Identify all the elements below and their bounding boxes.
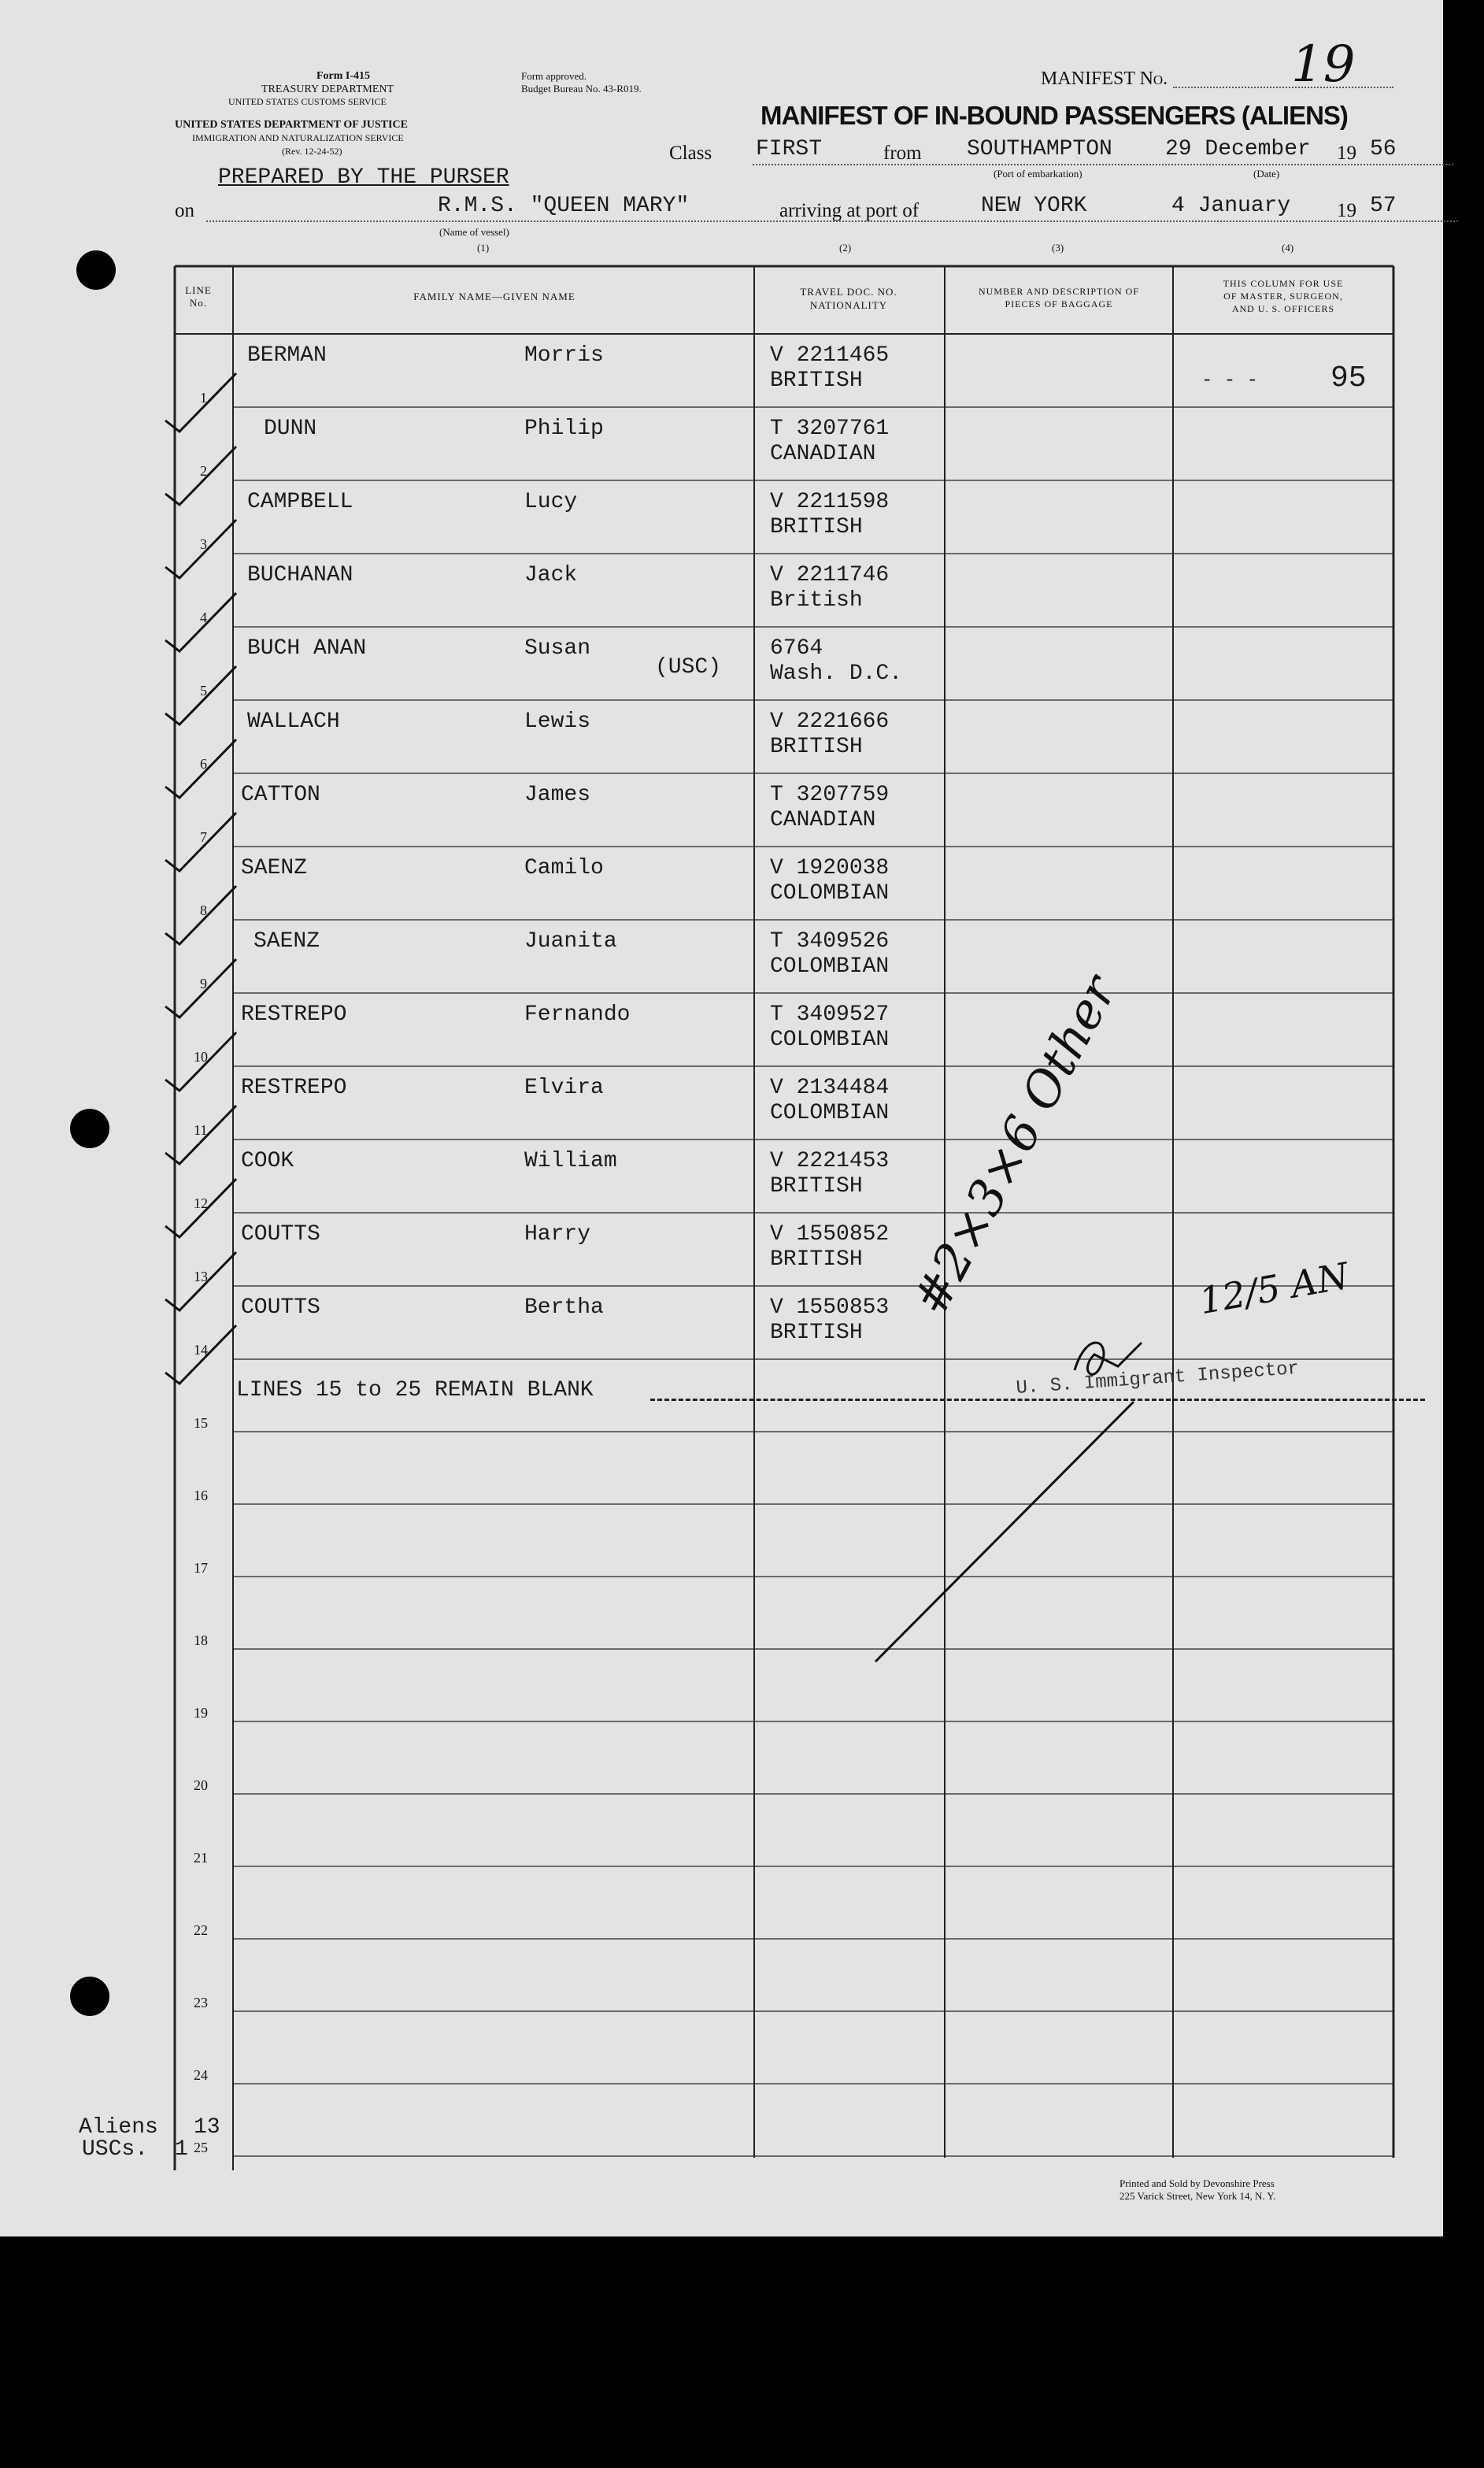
blank-lines-dash [650,1399,1425,1401]
citizen-note: (USC) [655,655,722,680]
line-number: 19 [194,1705,208,1721]
baggage-header-1: NUMBER AND DESCRIPTION OF [978,286,1140,297]
nationality: BRITISH [770,735,863,759]
handwritten-annotation: #2×3×6 Other [901,965,1128,1325]
officer-mark: - - - [1201,370,1259,391]
justice-dept: UNITED STATES DEPARTMENT OF JUSTICE [175,119,408,131]
arrival-port: NEW YORK [981,194,1087,218]
family-name: COUTTS [241,1222,320,1247]
inspector-stamp: U. S. Immigrant Inspector [1015,1358,1300,1399]
line-no-header-1: LINE [185,284,212,296]
nationality: COLOMBIAN [770,1028,890,1052]
given-name: James [524,783,591,807]
travel-doc-number: V 2211746 [770,563,890,587]
nationality: BRITISH [770,369,863,393]
immigration-service: IMMIGRATION AND NATURALIZATION SERVICE [192,132,404,143]
line-number: 5 [200,683,207,699]
family-name: CATTON [241,783,320,807]
aliens-count: 13 [194,2115,220,2140]
nationality: Wash. D.C. [770,661,903,686]
officer-count: 95 [1330,361,1367,395]
arrival-day-month: 4 January [1171,194,1291,218]
col-number-4: (4) [1282,242,1294,254]
line-number: 10 [194,1049,208,1065]
nationality: BRITISH [770,1247,863,1272]
family-name: WALLACH [247,710,340,734]
travel-doc-number: T 3409527 [770,1002,890,1027]
family-name: SAENZ [241,856,308,880]
class-value: FIRST [756,137,823,161]
nationality: COLOMBIAN [770,1101,890,1125]
nationality: CANADIAN [770,442,876,466]
line-number: 21 [194,1850,208,1866]
name-header: FAMILY NAME—GIVEN NAME [413,291,575,302]
given-name: Elvira [524,1076,604,1100]
class-label: Class [669,143,712,164]
travel-doc-number: V 1550853 [770,1295,890,1320]
given-name: Juanita [524,929,617,954]
given-name: Fernando [524,1002,631,1027]
departure-century: 19 [1337,143,1356,164]
on-label: on [175,200,194,221]
given-name: Susan [524,636,591,661]
family-name: COUTTS [241,1295,320,1320]
travel-doc-header-1: TRAVEL DOC. NO. [800,286,897,298]
family-name: COOK [241,1149,294,1173]
line-number: 7 [200,829,207,845]
line-number: 17 [194,1560,208,1576]
line-number: 18 [194,1632,208,1648]
line-number: 11 [194,1122,208,1138]
line-number: 8 [200,902,207,918]
given-name: Lucy [524,490,578,514]
line-number: 6 [200,756,207,772]
arriving-label: arriving at port of [779,200,920,221]
officers-header-3: AND U. S. OFFICERS [1231,303,1335,314]
line-number: 2 [200,463,207,479]
nationality: CANADIAN [770,808,876,832]
line-number: 16 [194,1488,208,1503]
given-name: William [524,1149,617,1173]
travel-doc-number: T 3207761 [770,417,890,441]
port-of-embarkation: SOUTHAMPTON [967,137,1112,161]
line-number: 22 [194,1922,208,1938]
vessel-caption: (Name of vessel) [439,226,509,238]
baggage-header-2: PIECES OF BAGGAGE [1005,298,1113,309]
line-number: 23 [194,1995,208,2010]
printer-line-2: 225 Varick Street, New York 14, N. Y. [1119,2190,1276,2202]
line-number: 12 [194,1195,208,1211]
family-name: DUNN [264,417,317,441]
given-name: Morris [524,343,604,368]
given-name: Harry [524,1222,591,1247]
uscs-label: USCs. [82,2137,149,2162]
line-number: 15 [194,1415,208,1431]
line-number: 3 [200,536,207,552]
travel-doc-number: V 1920038 [770,856,890,880]
manifest-title: MANIFEST OF IN-BOUND PASSENGERS (ALIENS) [761,101,1348,130]
uscs-count: 1 [175,2137,188,2162]
departure-day-month: 29 December [1165,137,1311,161]
customs-service: UNITED STATES CUSTOMS SERVICE [228,96,387,107]
given-name: Bertha [524,1295,604,1320]
travel-doc-number: V 2211598 [770,490,890,514]
travel-doc-number: V 2221453 [770,1149,890,1173]
manifest-no-label: MANIFEST No. [1041,69,1168,89]
line-number: 24 [194,2067,208,2083]
arrival-century: 19 [1337,200,1356,221]
aliens-label: Aliens [79,2115,158,2140]
vessel-name: R.M.S. "QUEEN MARY" [438,194,690,218]
travel-doc-number: T 3207759 [770,783,890,807]
form-number: Form I-415 [316,70,371,82]
treasury-dept: TREASURY DEPARTMENT [261,83,394,95]
col-number-2: (2) [839,242,852,254]
from-label: from [883,143,922,164]
travel-doc-header-2: NATIONALITY [809,299,888,311]
col-number-1: (1) [477,242,490,254]
travel-doc-number: V 2134484 [770,1076,890,1100]
nationality: COLOMBIAN [770,881,890,906]
line-number: 4 [200,610,207,625]
given-name: Lewis [524,710,591,734]
family-name: RESTREPO [241,1002,347,1027]
budget-bureau: Budget Bureau No. 43-R019. [521,83,642,94]
family-name: BUCHANAN [247,563,353,587]
travel-doc-number: V 1550852 [770,1222,890,1247]
blank-lines-note: LINES 15 to 25 REMAIN BLANK [236,1378,594,1403]
given-name: Philip [524,417,604,441]
printer-line-1: Printed and Sold by Devonshire Press [1119,2177,1275,2189]
nationality: COLOMBIAN [770,954,890,979]
line-number: 13 [194,1269,208,1284]
family-name: CAMPBELL [247,490,353,514]
travel-doc-number: V 2211465 [770,343,890,368]
form-approved: Form approved. [521,70,587,82]
date-caption: (Date) [1253,168,1280,180]
given-name: Jack [524,563,578,587]
arrival-year: 57 [1370,194,1397,218]
nationality: BRITISH [770,1321,863,1345]
line-number: 14 [194,1342,208,1358]
line-number: 25 [194,2140,208,2155]
nationality: BRITISH [770,515,863,539]
manifest-number: 19 [1291,35,1356,94]
officers-header-1: THIS COLUMN FOR USE [1223,278,1344,289]
line-number: 20 [194,1777,208,1793]
family-name: SAENZ [254,929,320,954]
line-number: 9 [200,976,207,991]
family-name: RESTREPO [241,1076,347,1100]
departure-year: 56 [1370,137,1397,161]
nationality: British [770,588,863,613]
line-no-header-2: No. [189,297,208,309]
family-name: BERMAN [247,343,327,368]
travel-doc-number: T 3409526 [770,929,890,954]
prepared-by: PREPARED BY THE PURSER [218,165,509,190]
family-name: BUCH ANAN [247,636,367,661]
travel-doc-number: V 2221666 [770,710,890,734]
officers-header-2: OF MASTER, SURGEON, [1223,291,1343,302]
port-caption: (Port of embarkation) [994,168,1082,180]
col-number-3: (3) [1052,242,1064,254]
nationality: BRITISH [770,1174,863,1199]
handwritten-initials: 12/5 AN [1196,1254,1353,1323]
travel-doc-number: 6764 [770,636,823,661]
form-revision: (Rev. 12-24-52) [282,146,342,157]
line-number: 1 [200,390,207,406]
given-name: Camilo [524,856,604,880]
